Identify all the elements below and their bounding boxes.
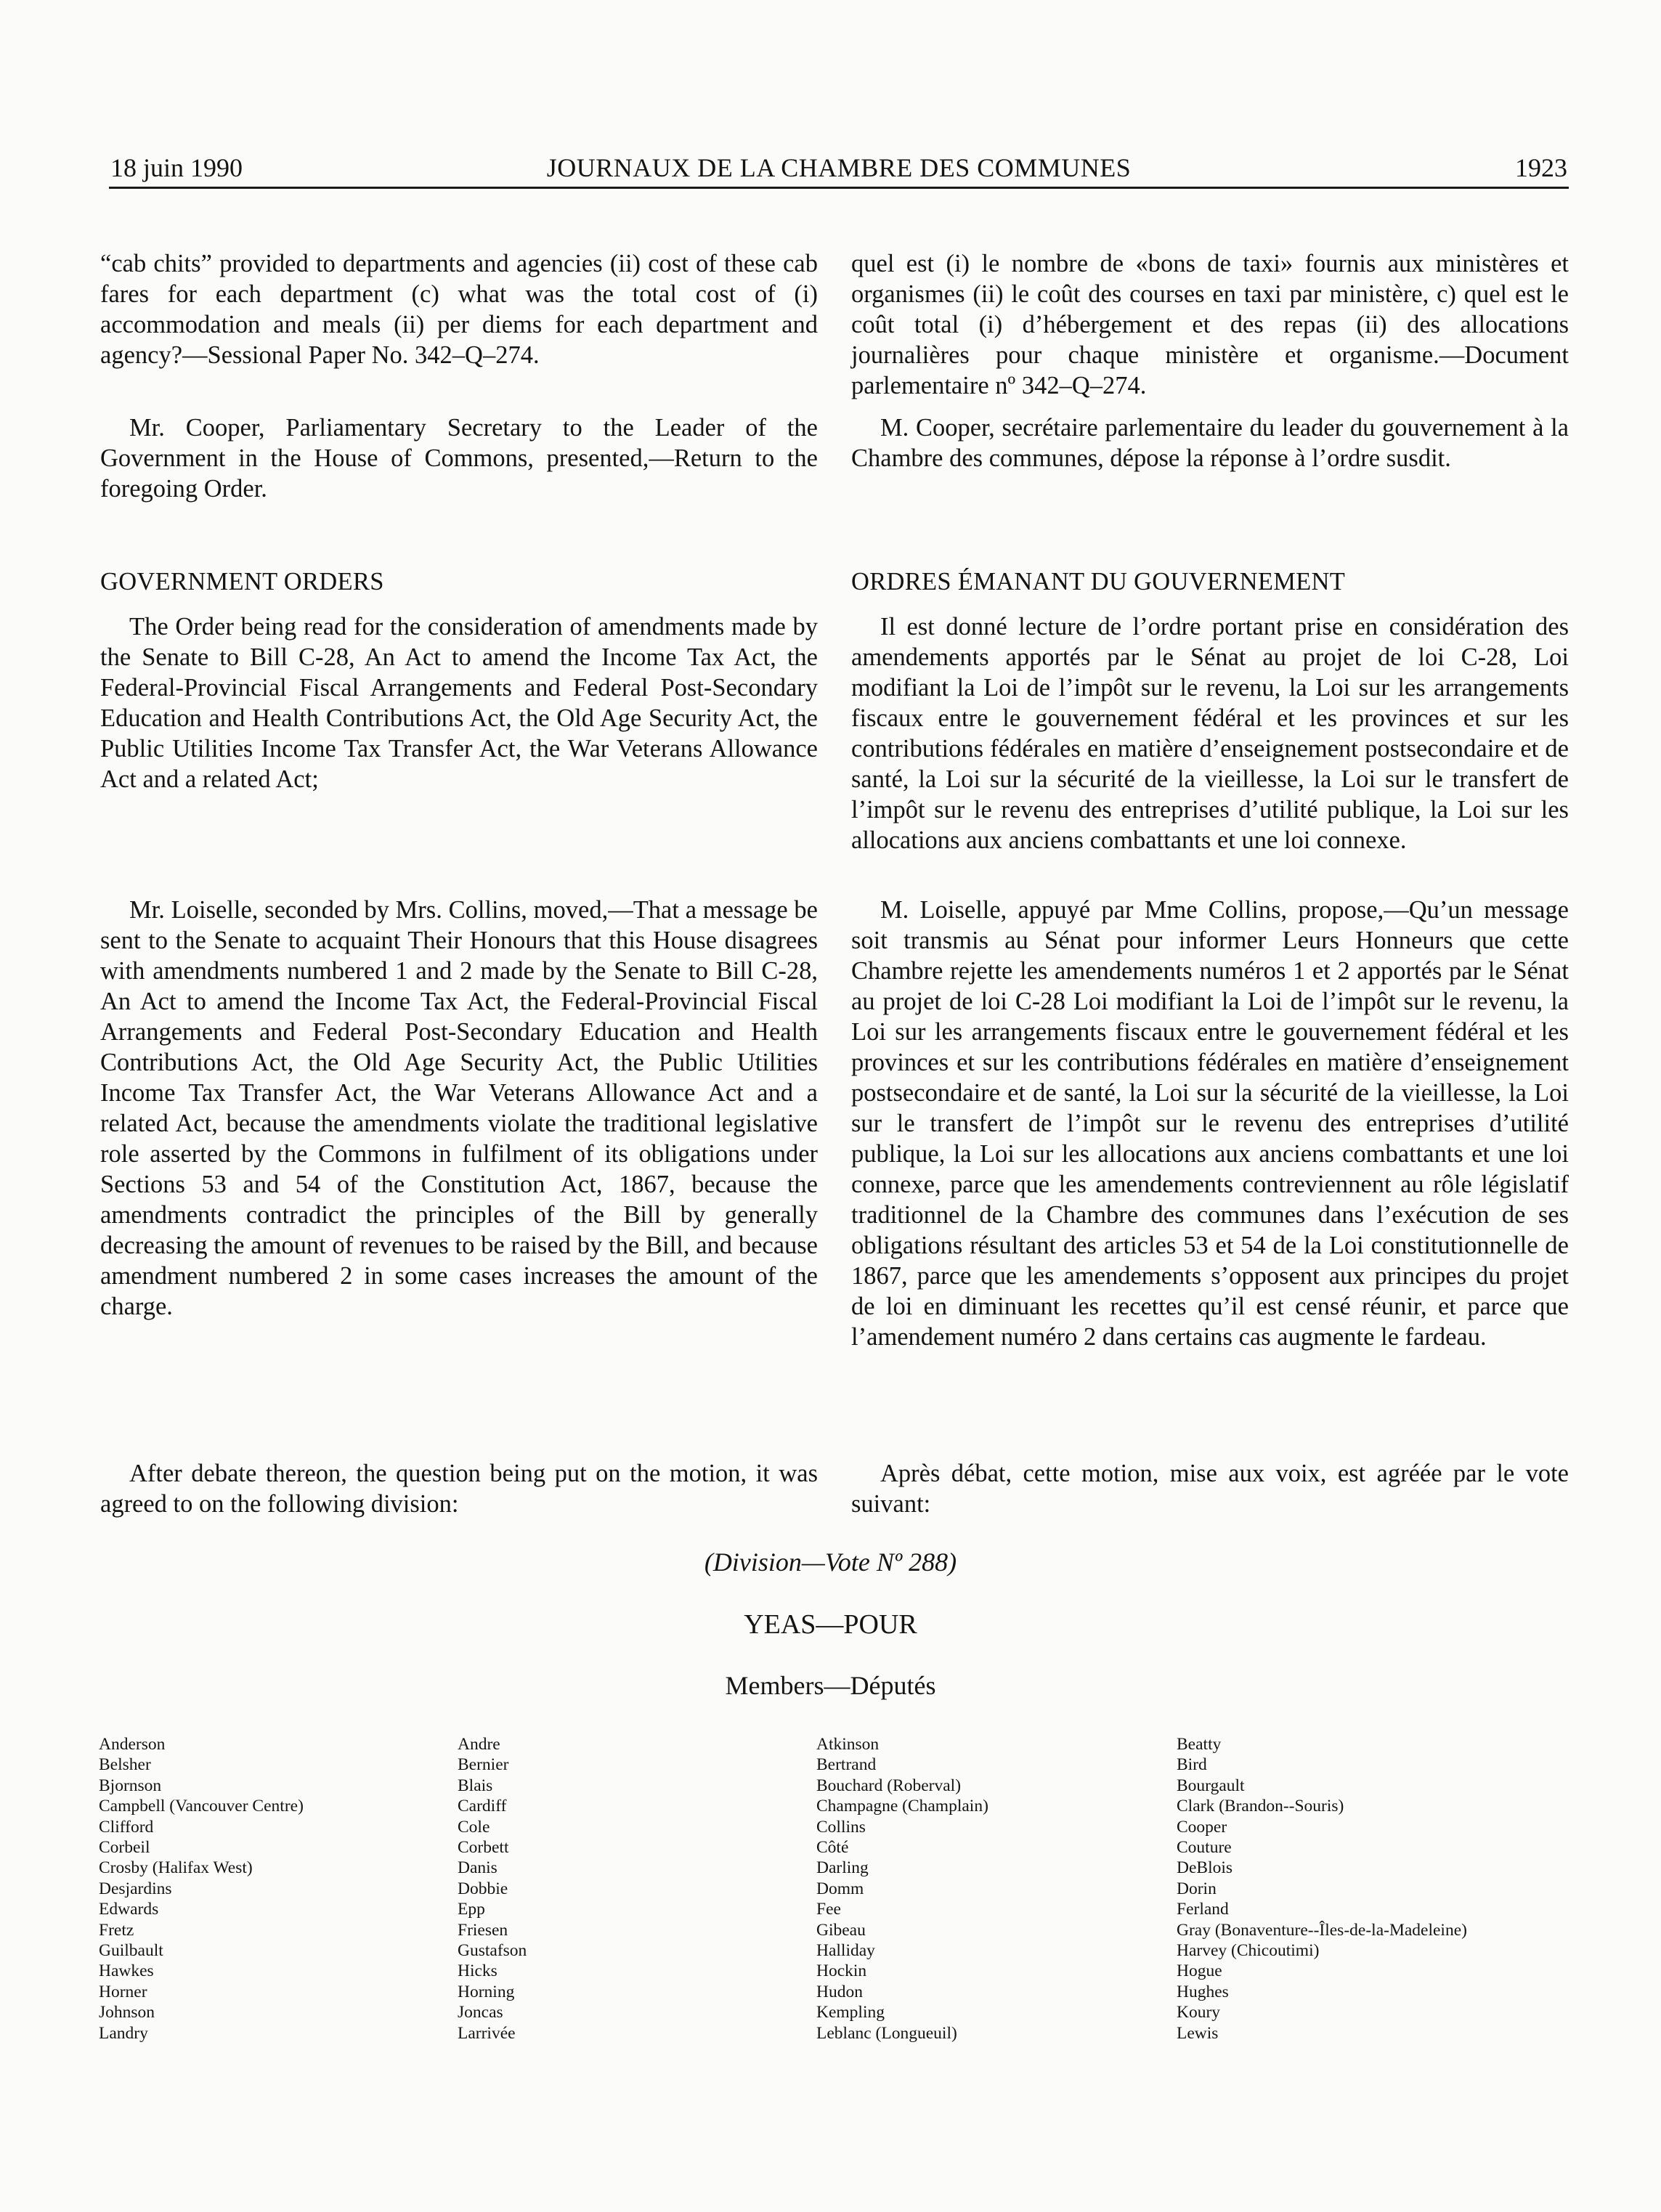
page-number: 1923 [1515, 153, 1567, 182]
member-name: Collins [816, 1817, 866, 1837]
member-name: Bjornson [99, 1776, 162, 1795]
member-name: Crosby (Halifax West) [99, 1858, 253, 1878]
member-name: Hudon [816, 1982, 863, 2001]
yeas-heading: YEAS—POUR [744, 1609, 917, 1640]
member-name: Hogue [1177, 1961, 1222, 1981]
header-title: JOURNAUX DE LA CHAMBRE DES COMMUNES [546, 153, 1132, 182]
member-name: Gibeau [816, 1920, 866, 1940]
member-name: Joncas [458, 2003, 503, 2022]
member-name: Lewis [1177, 2023, 1219, 2043]
member-name: Epp [458, 1900, 485, 1919]
fr-motion: M. Loiselle, appuyé par Mme Collins, propose,—Qu’un message soit transmis au Sénat pour informer Leurs Honneurs que cette Chambre rejette les amendements numéros 1 et 2 apportés par le Sénat au projet de loi C-28 Loi modifiant la Loi de l’impôt sur le revenu, la Loi sur les arrangements fiscaux entre le gouvernement fédéral et les provinces et sur les contributions fédérales en matière d’enseignement postsecondaire et de santé, la Loi sur la sécurité de la vieillesse, la Loi sur le transfert de l’impôt sur le revenu des entreprises d’utilité publique, la Loi sur les allocations aux anciens combattants et une loi connexe, parce que les amendements contreviennent au rôle législatif traditionnel de la Chambre des communes dans l’exécution de ses obligations résultant des articles 53 et 54 de la Loi constitutionnelle de 1867, parce que les amendements s’opposent aux principes du projet de loi en diminuant les recettes qu’il est censé réunir, et parce que l’amendement numéro 2 dans certains cas augmente le fardeau. [851, 896, 1569, 1351]
member-name: Hockin [816, 1961, 867, 1981]
member-name: Champagne (Champlain) [816, 1797, 988, 1816]
member-name: Fee [816, 1900, 841, 1919]
names-column-2 [458, 1734, 527, 2044]
member-name: Campbell (Vancouver Centre) [99, 1797, 304, 1816]
fr-order-read: Il est donné lecture de l’ordre portant prise en considération des amendements apportés par le Sénat au projet de loi C-28, Loi modifiant la Loi de l’impôt sur le revenu, la Loi sur les arrangements fiscaux entre le gouvernement fédéral et les provinces et sur les contributions fédérales en matière d’enseignement postsecondaire et de santé, la Loi sur la sécurité de la vieillesse, la Loi sur le transfert de l’impôt sur le revenu des entreprises d’utilité publique, la Loi sur les allocations aux anciens combattants et une loi connexe. [851, 613, 1569, 854]
member-name: Harvey (Chicoutimi) [1177, 1941, 1320, 1961]
en-order-tail: “cab chits” provided to departments and agencies (ii) cost of these cab fares for each department (c) what was the total cost of (i) accommodation and meals (ii) per diems for each department and agency?—Sessional Paper No. 342–Q–274. [100, 250, 818, 369]
fr-order-tail: quel est (i) le nombre de «bons de taxi» fournis aux ministères et organismes (ii) le coût des courses en taxi par ministère, c) quel est le coût total (i) d’hébergement et des repas (ii) des allocations journalières pour chaque ministère et organisme.—Document parlementaire nº 342–Q–274. [851, 250, 1569, 399]
member-name: Hicks [458, 1961, 498, 1981]
member-name: Corbett [458, 1838, 509, 1858]
member-name: Blais [458, 1776, 493, 1795]
member-name: Bird [1177, 1755, 1207, 1775]
member-name: Bourgault [1177, 1776, 1245, 1795]
member-name: Guilbault [99, 1941, 163, 1961]
member-name: Darling [816, 1858, 869, 1878]
member-name: Horning [458, 1982, 515, 2001]
member-name: Anderson [99, 1735, 166, 1754]
page-header [109, 149, 1569, 189]
member-name: Landry [99, 2023, 148, 2043]
fr-debate: Après débat, cette motion, mise aux voix, est agréée par le vote suivant: [851, 1460, 1569, 1518]
member-name: Atkinson [816, 1735, 880, 1754]
names-column-1 [99, 1734, 304, 2044]
member-name: Johnson [99, 2003, 155, 2022]
member-name: Clark (Brandon--Souris) [1177, 1797, 1344, 1816]
member-name: Bertrand [816, 1755, 877, 1775]
en-section-heading: GOVERNMENT ORDERS [100, 568, 384, 595]
member-name: Belsher [99, 1755, 151, 1775]
member-name: Beatty [1177, 1735, 1222, 1754]
member-name: Cardiff [458, 1797, 507, 1816]
member-name: Halliday [816, 1941, 875, 1961]
en-motion: Mr. Loiselle, seconded by Mrs. Collins, moved,—That a message be sent to the Senate to acquaint Their Honours that this House disagrees with amendments numbered 1 and 2 made by the Senate to Bill C-28, An Act to amend the Income Tax Act, the Federal-Provincial Fiscal Arrangements and Federal Post-Secondary Education and Health Contributions Act, the Old Age Security Act, the Public Utilities Income Tax Transfer Act, the War Veterans Allowance Act and a related Act, because the amendments violate the traditional legislative role asserted by the Commons in fulfilment of its obligations under Sections 53 and 54 of the Constitution Act, 1867, because the amendments contradict the principles of the Bill by generally decreasing the amount of revenues to be raised by the Bill, and because amendment numbered 2 in some cases increases the amount of the charge. [100, 896, 818, 1320]
en-order-read: The Order being read for the consideration of amendments made by the Senate to Bill C-28, An Act to amend the Income Tax Act, the Federal-Provincial Fiscal Arrangements and Federal Post-Secondary Education and Health Contributions Act, the Old Age Security Act, the Public Utilities Income Tax Transfer Act, the War Veterans Allowance Act and a related Act; [100, 613, 818, 793]
fr-return: M. Cooper, secrétaire parlementaire du leader du gouvernement à la Chambre des communes, dépose la réponse à l’ordre susdit. [851, 414, 1569, 472]
member-name: Kempling [816, 2003, 885, 2022]
member-name: Dorin [1177, 1879, 1217, 1898]
en-debate: After debate thereon, the question being put on the motion, it was agreed to on the following division: [100, 1460, 818, 1518]
member-name: Desjardins [99, 1879, 172, 1898]
names-column-4 [1177, 1734, 1467, 2044]
names-column-3 [816, 1734, 988, 2044]
member-name: Hawkes [99, 1961, 154, 1981]
member-name: Horner [99, 1982, 147, 2001]
member-name: Koury [1177, 2003, 1221, 2022]
member-name: Bouchard (Roberval) [816, 1776, 962, 1795]
member-name: Côté [816, 1838, 849, 1858]
member-name: Friesen [458, 1920, 508, 1940]
member-name: Larrivée [458, 2023, 516, 2043]
member-name: Corbeil [99, 1838, 150, 1858]
member-name: Fretz [99, 1920, 134, 1940]
member-name: Ferland [1177, 1900, 1229, 1919]
member-name: Domm [816, 1879, 864, 1898]
member-name: Gustafson [458, 1941, 527, 1961]
members-heading: Members—Députés [725, 1671, 936, 1700]
member-name: Couture [1177, 1838, 1232, 1858]
fr-section-heading: ORDRES ÉMANANT DU GOUVERNEMENT [851, 568, 1346, 595]
member-name: Bernier [458, 1755, 509, 1775]
member-name: Dobbie [458, 1879, 508, 1898]
member-name: Gray (Bonaventure--Îles-de-la-Madeleine) [1177, 1920, 1467, 1940]
member-name: DeBlois [1177, 1858, 1233, 1878]
member-name: Leblanc (Longueuil) [816, 2023, 957, 2043]
member-name: Cole [458, 1817, 490, 1837]
member-name: Edwards [99, 1900, 159, 1919]
member-name: Cooper [1177, 1817, 1227, 1837]
division-title: (Division—Vote Nº 288) [704, 1548, 957, 1577]
member-name: Clifford [99, 1817, 154, 1837]
en-return: Mr. Cooper, Parliamentary Secretary to the Leader of the Government in the House of Commons, presented,—Return to the foregoing Order. [100, 414, 818, 503]
header-date: 18 juin 1990 [110, 153, 243, 182]
member-name: Hughes [1177, 1982, 1229, 2001]
member-name: Danis [458, 1858, 498, 1878]
member-name: Andre [458, 1735, 500, 1754]
